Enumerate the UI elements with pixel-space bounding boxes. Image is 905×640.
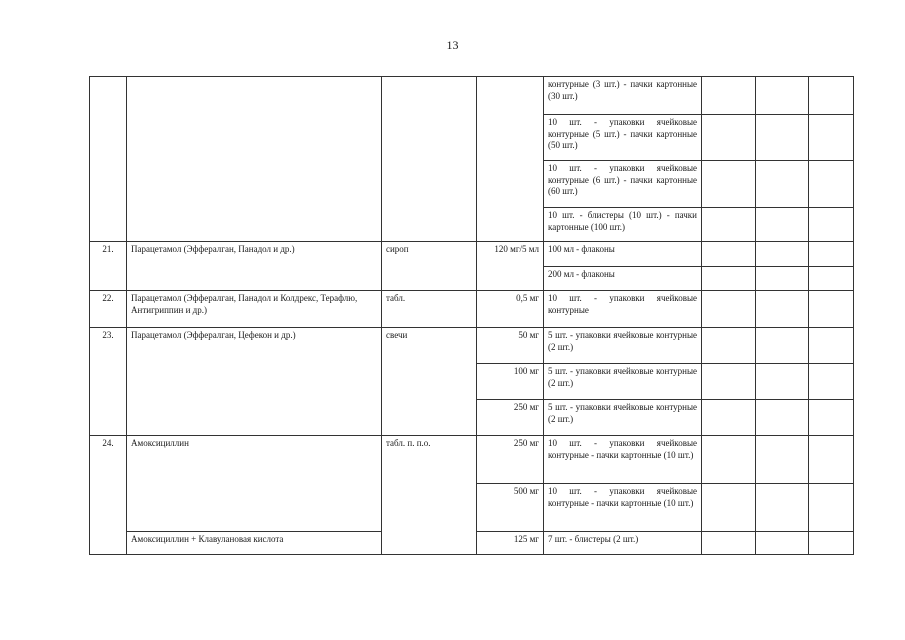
empty-cell [702, 484, 756, 532]
empty-cell [702, 77, 756, 115]
empty-cell [756, 208, 809, 242]
empty-cell [809, 400, 854, 436]
pack-cell: 10 шт. - упаковки ячейковые контурные - пачки картонные (10 шт.) [544, 436, 702, 484]
dose: 250 мг [477, 436, 544, 484]
pack-cell: 10 шт. - упаковки ячейковые контурные [544, 291, 702, 328]
empty-cell [702, 328, 756, 364]
empty-cell [756, 436, 809, 484]
drug-name: Парацетамол (Эффералган, Панадол и Колдрекс, Терафлю, Антигриппин и др.) [127, 291, 382, 328]
num-cell [90, 77, 127, 242]
empty-cell [809, 436, 854, 484]
empty-cell [756, 328, 809, 364]
empty-cell [809, 267, 854, 291]
pack-cell: 5 шт. - упаковки ячейковые контурные (2 шт.) [544, 328, 702, 364]
empty-cell [756, 400, 809, 436]
row-number: 23. [90, 328, 127, 436]
pack-cell: 5 шт. - упаковки ячейковые контурные (2 шт.) [544, 400, 702, 436]
row-number: 22. [90, 291, 127, 328]
dose-cell [477, 77, 544, 242]
empty-cell [756, 364, 809, 400]
dose: 120 мг/5 мл [477, 242, 544, 291]
empty-cell [809, 208, 854, 242]
empty-cell [702, 115, 756, 161]
empty-cell [809, 77, 854, 115]
table-row [90, 328, 854, 364]
pack-cell: 7 шт. - блистеры (2 шт.) [544, 532, 702, 555]
empty-cell [809, 115, 854, 161]
dose: 250 мг [477, 400, 544, 436]
empty-cell [809, 328, 854, 364]
empty-cell [702, 364, 756, 400]
empty-cell [756, 115, 809, 161]
empty-cell [809, 364, 854, 400]
empty-cell [702, 436, 756, 484]
table-row [90, 242, 854, 267]
dosage-form: сироп [382, 242, 477, 291]
drug-name: Амоксициллин [127, 436, 382, 532]
drug-name: Парацетамол (Эффералган, Панадол и др.) [127, 242, 382, 291]
empty-cell [756, 161, 809, 208]
table-row [90, 436, 854, 484]
pack-cell: 5 шт. - упаковки ячейковые контурные (2 шт.) [544, 364, 702, 400]
empty-cell [702, 208, 756, 242]
page-number: 13 [446, 38, 459, 52]
empty-cell [809, 484, 854, 532]
empty-cell [809, 242, 854, 267]
pack-cell: 10 шт. - упаковки ячейковые контурные (6 шт.) - пачки картонные (60 шт.) [544, 161, 702, 208]
row-number: 24. [90, 436, 127, 555]
form-cell [382, 77, 477, 242]
empty-cell [756, 77, 809, 115]
drug-name: Парацетамол (Эффералган, Цефекон и др.) [127, 328, 382, 436]
dose: 50 мг [477, 328, 544, 364]
name-cell [127, 77, 382, 242]
pack-cell: 10 шт. - блистеры (10 шт.) - пачки картонные (100 шт.) [544, 208, 702, 242]
empty-cell [702, 267, 756, 291]
pack-cell: контурные (3 шт.) - пачки картонные (30 шт.) [544, 77, 702, 115]
empty-cell [809, 161, 854, 208]
pack-cell: 10 шт. - упаковки ячейковые контурные - пачки картонные (10 шт.) [544, 484, 702, 532]
empty-cell [756, 532, 809, 555]
row-number: 21. [90, 242, 127, 291]
dose: 100 мг [477, 364, 544, 400]
pack-cell: 100 мл - флаконы [544, 242, 702, 267]
empty-cell [702, 161, 756, 208]
dose: 500 мг [477, 484, 544, 532]
empty-cell [702, 532, 756, 555]
dosage-form: свечи [382, 328, 477, 436]
table-row [90, 291, 854, 328]
empty-cell [702, 400, 756, 436]
empty-cell [702, 291, 756, 328]
drug-table [89, 76, 854, 555]
pack-cell: 10 шт. - упаковки ячейковые контурные (5 шт.) - пачки картонные (50 шт.) [544, 115, 702, 161]
table-row [90, 77, 854, 115]
empty-cell [756, 484, 809, 532]
empty-cell [702, 242, 756, 267]
drug-name: Амоксициллин + Клавулановая кислота [127, 532, 382, 555]
empty-cell [756, 267, 809, 291]
empty-cell [809, 532, 854, 555]
empty-cell [809, 291, 854, 328]
dose: 125 мг [477, 532, 544, 555]
dosage-form: табл. п. п.о. [382, 436, 477, 555]
empty-cell [756, 242, 809, 267]
pack-cell: 200 мл - флаконы [544, 267, 702, 291]
empty-cell [756, 291, 809, 328]
dose: 0,5 мг [477, 291, 544, 328]
dosage-form: табл. [382, 291, 477, 328]
